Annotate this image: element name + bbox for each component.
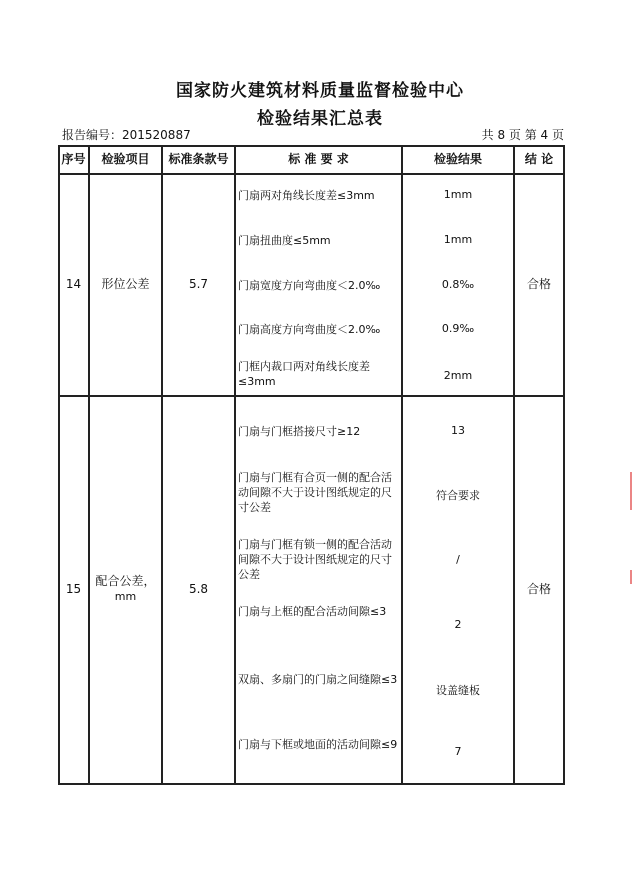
row14-req-4: 门扇高度方向弯曲度＜2.0‰ [238,323,381,336]
row15-clause: 5.8 [188,581,209,596]
header-seq: 序号 [61,151,86,166]
header-result: 检验结果 [433,151,482,166]
document-title: 国家防火建筑材料质量监督检验中心 [176,81,464,101]
header-requirement: 标 准 要 求 [288,151,349,166]
header-clause: 标准条款号 [168,151,229,166]
row15-req-6: 门扇与下框或地面的活动间隙≤9 [238,738,398,751]
row15-req-2: 门扇与门框有合页一侧的配合活动间隙不大于设计图纸规定的尺寸公差 [238,471,392,514]
row14-res-4: 0.9‰ [441,322,475,335]
row14-req-2: 门扇扭曲度≤5mm [238,234,331,247]
row15-res-2: 符合要求 [436,489,480,502]
row15-req-5: 双扇、多扇门的门扇之间缝隙≤3 [238,673,398,686]
row15-item-cell [89,395,162,783]
row15-res-6: 7 [454,745,462,758]
row15-res-5: 设盖缝板 [436,684,480,697]
row15-req-4: 门扇与上框的配合活动间隙≤3 [238,605,387,618]
row15-res-3: / [456,553,460,566]
row14-req-1: 门扇两对角线长度差≤3mm [238,189,375,202]
seal-edge-mark [630,570,632,584]
header-item: 检验项目 [101,151,150,166]
row14-conclusion: 合格 [526,276,551,291]
table-border-bottom [58,783,565,785]
row14-res-3: 0.8‰ [441,278,475,291]
row14-res-2: 1mm [443,233,473,246]
row14-clause: 5.7 [188,276,209,291]
row15-req-3: 门扇与门框有锁一侧的配合活动间隙不大于设计图纸规定的尺寸公差 [238,538,392,581]
seal-edge-mark [630,472,632,510]
row15-item: 配合公差， [95,574,156,588]
report-number: 报告编号：201520887 [62,128,191,142]
header-conclusion: 结 论 [524,151,554,166]
row15-res-1: 13 [451,424,465,437]
document-subtitle: 检验结果汇总表 [257,109,383,129]
row15-req-1: 门扇与门框搭接尺寸≥12 [238,425,361,438]
row14-seq: 14 [65,276,82,291]
row15-conclusion: 合格 [526,581,551,596]
row14-req-3: 门扇宽度方向弯曲度＜2.0‰ [238,279,381,292]
row15-res-4: 2 [454,618,462,631]
row14-res-5: 2mm [443,369,473,382]
row15-seq: 15 [65,581,82,596]
row14-item: 形位公差 [101,276,150,291]
page-info: 共 8 页 第 4 页 [481,128,564,142]
row14-res-1: 1mm [443,188,473,201]
row14-req-5: 门框内裁口两对角线长度差≤3mm [238,360,370,388]
row15-item-unit: mm [114,590,137,603]
